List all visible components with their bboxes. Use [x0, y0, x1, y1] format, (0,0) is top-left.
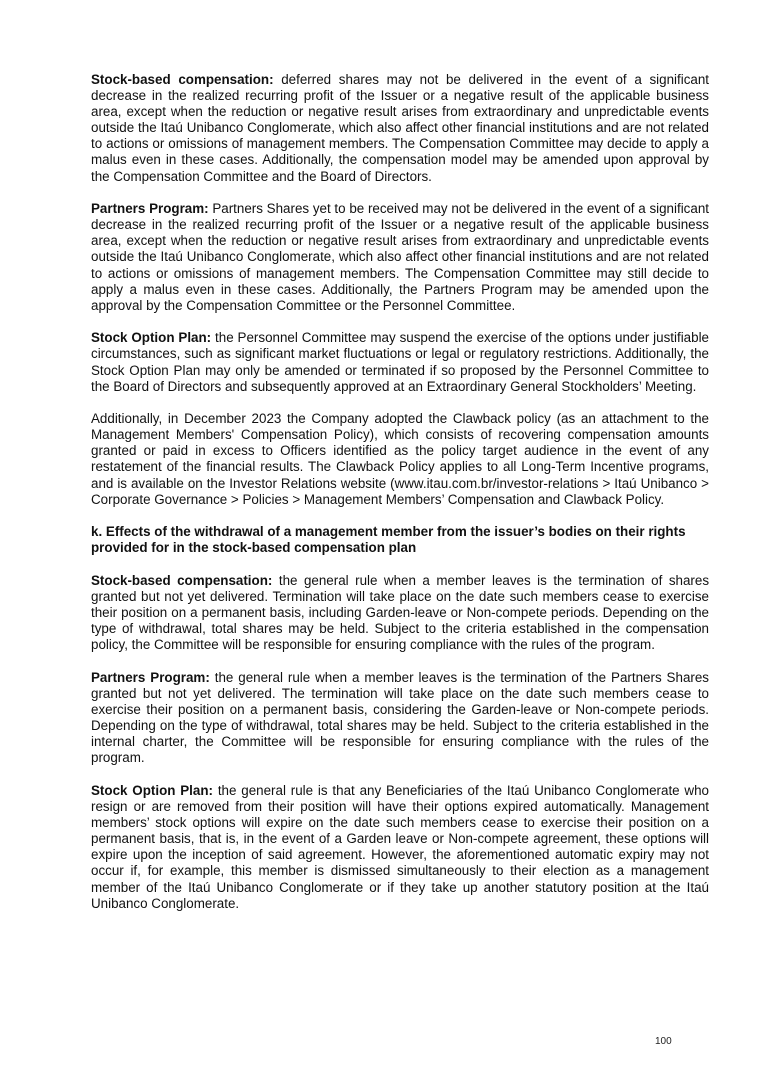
paragraph-lead: Stock Option Plan:	[91, 782, 213, 798]
paragraph-partners-program-withdrawal	[91, 670, 709, 767]
paragraph-text: the general rule is that any Beneficiaries of the Itaú Unibanco Conglomerate who resign or are removed from their position will have their options expired automatically. Management members’ stock options will expire on the date such members cease to exercise their position on a permanent basis, that is, in the event of a Garden leave or Non-compete agreement, these options will expire upon the inception of said agreement. However, the aforementioned automatic expiry may not occur if, for example, this member is dismissed simultaneously to their election as a management member of the Itaú Unibanco Conglomerate or if they take up another statutory position at the Itaú Unibanco Conglomerate.	[91, 782, 710, 911]
page-number: 100	[655, 1036, 672, 1047]
paragraph-stock-option-plan-withdrawal	[91, 783, 709, 912]
paragraph-lead: Partners Program:	[91, 201, 209, 217]
paragraph-stock-option-plan-suspension	[91, 330, 709, 394]
paragraph-text: Partners Shares yet to be received may not be delivered in the event of a significant decrease in the realized recurring profit of the Issuer or a negative result of the applicable business area, except when the reduction or negative result arises from extraordinary and unpredictable events outside the Itaú Unibanco Conglomerate, which also affect other financial institutions and are not related to actions or omissions of management members. The Compensation Committee may still decide to apply a malus even in these cases. Additionally, the Partners Program may be amended upon the approval by the Compensation Committee or the Personnel Committee.	[91, 201, 709, 313]
document-body	[91, 72, 709, 928]
section-heading-k: k. Effects of the withdrawal of a management member from the issuer’s bodies on their rights provided for in the stock-based compensation plan	[91, 524, 686, 556]
paragraph-text: the general rule when a member leaves is the termination of the Partners Shares granted but not yet delivered. The termination will take place on the date such members cease to exercise their position on a permanent basis, considering the Garden-leave or Non-compete periods. Depending on the type of withdrawal, total shares may be held. Subject to the criteria established in the internal charter, the Committee will be responsible for ensuring compliance with the rules of the program.	[91, 669, 709, 766]
paragraph-lead: Stock-based compensation:	[91, 572, 273, 588]
paragraph-stock-based-compensation-withdrawal	[91, 573, 709, 653]
paragraph-text: deferred shares may not be delivered in the event of a significant decrease in the realized recurring profit of the Issuer or a negative result of the applicable business area, except when the reduction or negative result arises from extraordinary and unpredictable events outside the Itaú Unibanco Conglomerate, which also affect other financial institutions and are not related to actions or omissions of management members. The Compensation Committee may decide to apply a malus even in these cases. Additionally, the compensation model may be amended upon approval by the Compensation Committee and the Board of Directors.	[91, 72, 709, 184]
paragraph-clawback-policy	[91, 411, 709, 508]
paragraph-lead: Stock-based compensation:	[91, 72, 274, 87]
paragraph-lead: Stock Option Plan:	[91, 330, 212, 346]
paragraph-text: Additionally, in December 2023 the Company adopted the Clawback policy (as an attachment to the Management Members' Compensation Policy), which consists of recovering compensation amounts granted or paid in excess to Officers identified as the policy target audience in the event of any restatement of the financial results. The Clawback Policy applies to all Long-Term Incentive programs, and is available on the Investor Relations website (www.itau.com.br/investor-relations > Itaú Unibanco > Corporate Governance > Policies > Management Members’ Compensation and Clawback Policy.	[91, 411, 709, 507]
paragraph-stock-based-compensation-malus	[91, 72, 709, 185]
paragraph-lead: Partners Program:	[91, 669, 210, 685]
paragraph-text: the general rule when a member leaves is the termination of shares granted but not yet delivered. Termination will take place on the date such members cease to exercise their position on a permanent basis, including Garden-leave or Non-compete periods. Depending on the type of withdrawal, total shares may be held. Subject to the criteria established in the compensation policy, the Committee will be responsible for ensuring compliance with the rules of the program.	[91, 572, 710, 653]
paragraph-text: the Personnel Committee may suspend the exercise of the options under justifiable circumstances, such as significant market fluctuations or legal or regulatory restrictions. Additionally, the Stock Option Plan may only be amended or terminated if so proposed by the Personnel Committee to the Board of Directors and subsequently approved at an Extraordinary General Stockholders’ Meeting.	[91, 330, 709, 394]
paragraph-partners-program-malus	[91, 201, 709, 314]
